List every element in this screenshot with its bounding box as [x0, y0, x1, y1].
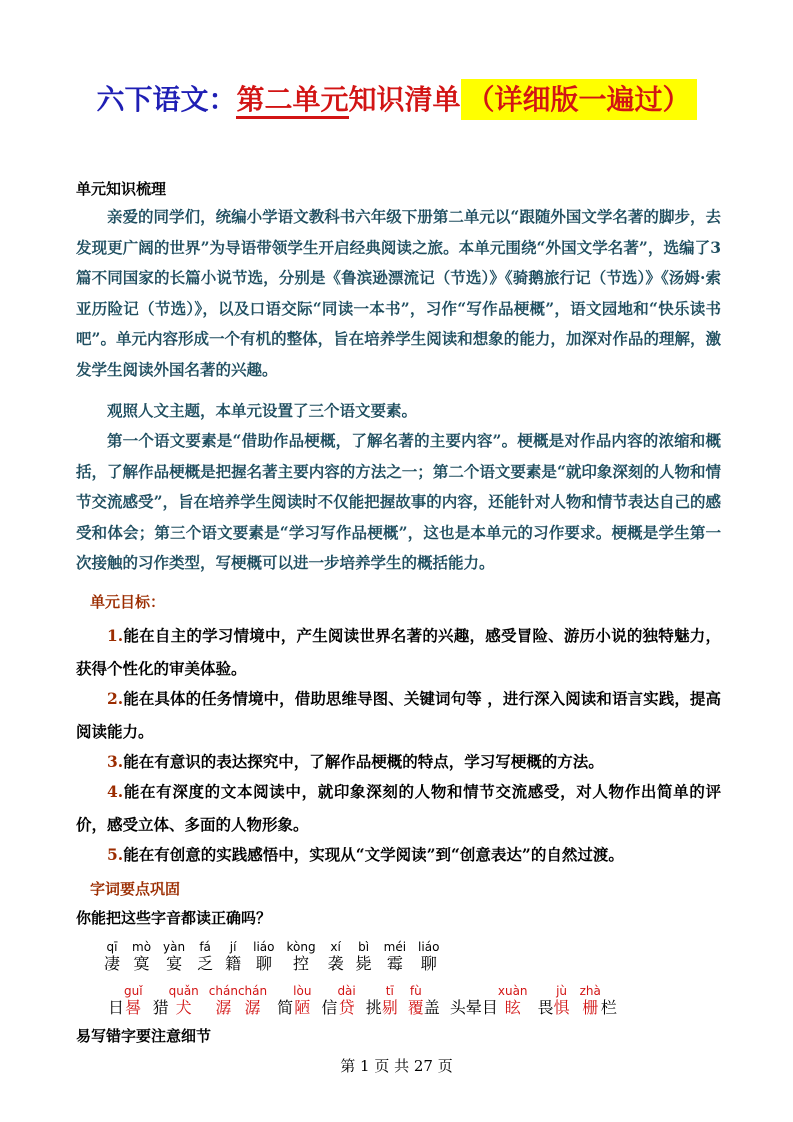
pinyin-text — [544, 984, 548, 998]
word-group — [450, 984, 528, 1018]
pinyin-text: yàn — [163, 940, 186, 954]
word-char — [209, 984, 238, 1018]
word-char — [277, 984, 293, 1018]
hanzi-char: 宴 — [166, 954, 183, 973]
pinyin-item — [253, 940, 274, 974]
pinyin-text: dài — [337, 984, 356, 998]
goal-number: 5. — [107, 845, 124, 864]
hanzi-char: 霉 — [386, 954, 403, 973]
pinyin-item — [418, 940, 439, 974]
hanzi-char: 乏 — [197, 954, 214, 973]
typo-heading: 易写错字要注意细节 — [76, 1027, 212, 1045]
pinyin-item — [356, 940, 372, 974]
word-char — [498, 984, 528, 1018]
pinyin-text — [114, 984, 118, 998]
hanzi-char: 晷 — [125, 998, 142, 1017]
pinyin-text — [159, 984, 163, 998]
page-footer: 第 1 页 共 27 页 — [340, 1057, 453, 1075]
goal-item — [76, 776, 721, 841]
pinyin-text: liáo — [418, 940, 440, 954]
pinyin-text: xí — [330, 940, 341, 954]
hanzi-char: 眩 — [504, 998, 521, 1017]
word-group — [277, 984, 311, 1018]
pinyin-text: xuàn — [497, 984, 528, 998]
word-group — [209, 984, 267, 1018]
hanzi-char: 日 — [108, 998, 125, 1017]
goal-text: 能在有创意的实践感悟中，实现从“文学阅读”到“创意表达”的自然过渡。 — [123, 845, 624, 864]
pinyin-text — [472, 984, 476, 998]
hanzi-char: 犬 — [175, 998, 192, 1017]
title-part2: 第二单元 — [236, 83, 348, 119]
hanzi-char: 盖 — [423, 998, 440, 1017]
hanzi-char: 剔 — [381, 998, 398, 1017]
pinyin-row-2 — [108, 984, 627, 1018]
goal-number: 2. — [107, 689, 124, 708]
word-group — [321, 984, 355, 1018]
hanzi-char: 目 — [481, 998, 498, 1017]
word-char — [408, 984, 424, 1018]
pinyin-text: tī — [385, 984, 394, 998]
title-part3: 知识清单 — [348, 83, 461, 116]
pinyin-text: méi — [383, 940, 407, 954]
goal-text: 能在有深度的文本阅读中，就印象深刻的人物和情节交流感受，对人物作出简单的评价，感受立体、多面的人物形象。 — [76, 782, 721, 834]
pinyin-text — [456, 984, 460, 998]
word-char — [382, 984, 398, 1018]
word-char — [538, 984, 554, 1018]
pinyin-text: quǎn — [168, 984, 199, 998]
goal-item — [76, 839, 721, 872]
goal-text: 能在有意识的表达探究中，了解作品梗概的特点，学习写梗概的方法。 — [123, 752, 604, 771]
goal-number: 3. — [107, 752, 124, 771]
pinyin-text: jù — [556, 984, 568, 998]
word-char — [554, 984, 570, 1018]
hanzi-char: 栏 — [600, 998, 617, 1017]
pinyin-text — [372, 984, 376, 998]
pinyin-text — [328, 984, 332, 998]
hanzi-char: 袭 — [327, 954, 344, 973]
goal-number: 4. — [107, 782, 124, 801]
hanzi-char: 信 — [321, 998, 338, 1017]
goal-number: 1. — [107, 626, 124, 645]
intro-paragraph: 亲爱的同学们，统编小学语文教科书六年级下册第二单元以“跟随外国文学名著的脚步，去发现更广阔的世界”为导语带领学生开启经典阅读之旅。本单元围绕“外国文学名著”，选编了3篇不同国家的长篇小说节选，分别是《鲁滨逊漂流记（节选）》《骑鹅旅行记（节选）》《汤姆·索亚历险记（节选）》，以及口语交际“同读一本书”，习作“写作品梗概”，语文园地和“快乐读书吧”。单元内容形成一个有机的整体，旨在培养学生阅读和想象的能力，加深对作品的理解，激发学生阅读外国名著的兴趣。 — [76, 207, 721, 379]
pinyin-text — [607, 984, 611, 998]
pinyin-row-1 — [104, 940, 451, 974]
word-char — [450, 984, 466, 1018]
pinyin-text: jí — [229, 940, 237, 954]
hanzi-char: 惧 — [553, 998, 570, 1017]
document-title — [0, 78, 793, 118]
hanzi-char: 覆 — [407, 998, 424, 1017]
hanzi-char: 头 — [449, 998, 466, 1017]
hanzi-char: 简 — [277, 998, 294, 1017]
hanzi-char: 贷 — [338, 998, 355, 1017]
word-char — [601, 984, 617, 1018]
goal-text: 能在自主的学习情境中，产生阅读世界名著的兴趣，感受冒险、游历小说的独特魅力，获得个性化的审美体验。 — [76, 626, 721, 678]
pinyin-item — [225, 940, 241, 974]
pinyin-text: chán — [208, 984, 238, 998]
word-char — [482, 984, 498, 1018]
hanzi-char: 凄 — [104, 954, 121, 973]
hanzi-char: 毙 — [355, 954, 372, 973]
hanzi-char: 陋 — [294, 998, 311, 1017]
hanzi-char: 潺 — [244, 998, 261, 1017]
word-char — [124, 984, 143, 1018]
word-group — [366, 984, 398, 1018]
word-char — [153, 984, 169, 1018]
word-char — [169, 984, 199, 1018]
goal-item — [76, 620, 721, 685]
section-heading-words: 字词要点巩固 — [90, 880, 181, 898]
pinyin-text: fá — [199, 940, 211, 954]
pinyin-item — [104, 940, 120, 974]
pinyin-item — [384, 940, 406, 974]
hanzi-char: 猎 — [152, 998, 169, 1017]
word-char — [321, 984, 337, 1018]
pinyin-item — [328, 940, 344, 974]
pinyin-item — [163, 940, 185, 974]
hanzi-char: 畏 — [537, 998, 554, 1017]
pinyin-item — [287, 940, 316, 974]
pinyin-item — [132, 940, 151, 974]
word-char — [466, 984, 482, 1018]
hanzi-char: 潺 — [215, 998, 232, 1017]
title-part1: 六下语文： — [96, 83, 237, 116]
hanzi-char: 聊 — [255, 954, 272, 973]
pinyin-text: chán — [237, 984, 268, 998]
word-char — [293, 984, 311, 1018]
pinyin-text — [283, 984, 287, 998]
goal-item — [76, 683, 721, 748]
pinyin-text — [430, 984, 434, 998]
word-group — [580, 984, 617, 1018]
pinyin-text: lòu — [293, 984, 312, 998]
pinyin-text: guǐ — [124, 984, 143, 998]
pinyin-question: 你能把这些字音都读正确吗？ — [76, 909, 272, 927]
word-char — [580, 984, 601, 1018]
pinyin-text: fù — [409, 984, 422, 998]
pinyin-text: liáo — [253, 940, 275, 954]
hanzi-char: 栅 — [582, 998, 599, 1017]
word-char — [337, 984, 355, 1018]
section-heading-knowledge: 单元知识梳理 — [76, 180, 167, 198]
word-group — [153, 984, 199, 1018]
goal-text: 能在具体的任务情境中，借助思维导图、关键词句等 ，进行深入阅读和语言实践，提高阅读能力。 — [76, 689, 721, 741]
pinyin-text: qī — [106, 940, 118, 954]
hanzi-char: 挑 — [365, 998, 382, 1017]
pinyin-text: bì — [358, 940, 370, 954]
hanzi-char: 聊 — [420, 954, 437, 973]
word-char — [108, 984, 124, 1018]
pinyin-item — [197, 940, 213, 974]
word-char — [424, 984, 440, 1018]
word-char — [366, 984, 382, 1018]
pinyin-text: zhà — [579, 984, 601, 998]
theme-paragraph: 观照人文主题，本单元设置了三个语文要素。 — [107, 401, 418, 420]
word-group — [408, 984, 440, 1018]
pinyin-text: kòng — [286, 940, 316, 954]
elements-paragraph: 第一个语文要素是“借助作品梗概，了解名著的主要内容”。梗概是对作品内容的浓缩和概括，了解作品梗概是把握名著主要内容的方法之一；第二个语文要素是“就印象深刻的人物和情节交流感受”，旨在培养学生阅读时不仅能把握故事的内容，还能针对人物和情节表达自己的感受和体会；第三个语文要素是“学习写作品梗概”，这也是本单元的习作要求。梗概是学生第一次接触的习作类型，写梗概可以进一步培养学生的概括能力。 — [76, 431, 721, 572]
hanzi-char: 寞 — [133, 954, 150, 973]
word-group — [108, 984, 143, 1018]
pinyin-text: mò — [132, 940, 152, 954]
title-highlight: （详细版一遍过） — [461, 79, 697, 120]
hanzi-char: 籍 — [225, 954, 242, 973]
hanzi-char: 控 — [293, 954, 310, 973]
goal-item — [76, 746, 721, 779]
word-group — [538, 984, 570, 1018]
word-char — [238, 984, 267, 1018]
section-heading-goals: 单元目标： — [90, 593, 166, 611]
hanzi-char: 晕 — [465, 998, 482, 1017]
pinyin-text — [488, 984, 492, 998]
